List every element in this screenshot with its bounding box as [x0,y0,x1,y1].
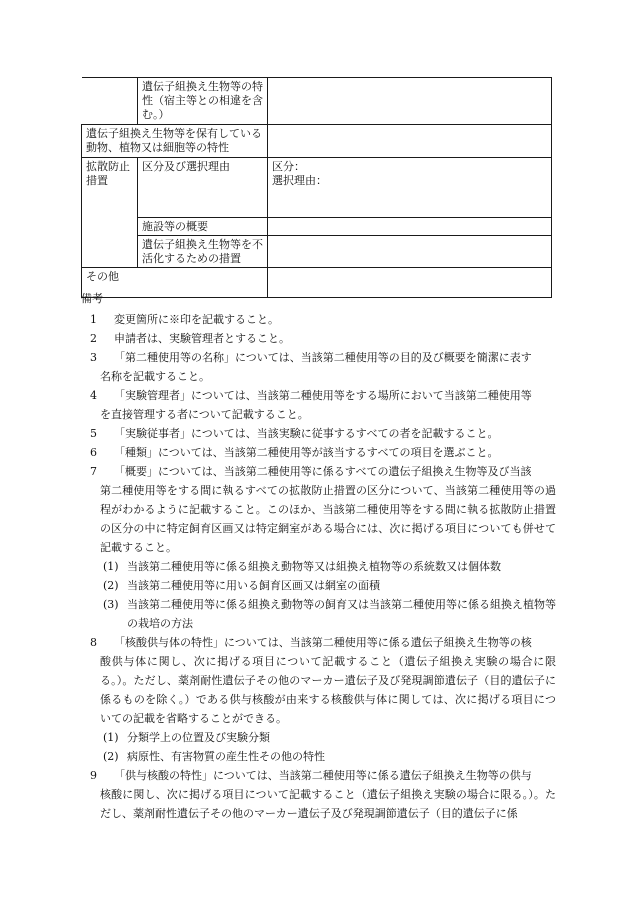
table-group-cell: 拡散防止措置 [82,158,138,268]
remark-item: 8 「核酸供与体の特性」については、当該第二種使用等に係る遺伝子組換え生物等の核 酸供与体に関し、次に掲げる項目について記載すること（遺伝子組換え実験の場合に限る。）。ただし、薬剤耐性遺伝子その他のマーカー遺伝子及び発現調節遺伝子（目的遺伝子に係るものを除く。）である供与核酸が由来する核酸供与体に関しては、次に掲げる項目についての記載を省略することができる。 [90,636,556,725]
remark-subitem: (1) 当該第二種使用等に係る組換え動物等又は組換え植物等の系統数又は個体数 [103,560,501,573]
remark-item: 4 「実験管理者」については、当該第二種使用等をする場所において当該第二種使用等 を直接管理する者について記載すること。 [90,389,532,421]
category-label: 区分： [272,160,305,173]
table-row [82,78,552,125]
remark-subitem: (2) 病原性、有害物質の産生性その他の特性 [103,750,325,763]
table-value-cell [268,236,552,268]
remark-item: 1 変更箇所に※印を記載すること。 [90,313,279,326]
table-row [82,218,552,236]
table-label-cell: 遺伝子組換え生物等を不活化するための措置 [138,236,268,268]
remark-item: 2 申請者は、実験管理者とすること。 [90,332,290,345]
table-label-cell: 遺伝子組換え生物等を保有している動物、植物又は細胞等の特性 [82,125,268,158]
application-form-table [81,77,552,298]
table-value-cell [268,218,552,236]
table-label-cell: 施設等の概要 [138,218,268,236]
table-label-cell: その他 [82,268,268,298]
remark-item: 9 「供与核酸の特性」については、当該第二種使用等に係る遺伝子組換え生物等の供与 核酸に関し、次に掲げる項目について記載すること（遺伝子組換え実験の場合に限る。）。ただし、薬剤耐性遺伝子その他のマーカー遺伝子及び発現調節遺伝子（目的遺伝子に係 [90,769,556,820]
remark-subitem: (3) 当該第二種使用等に係る組換え動物等の飼育又は当該第二種使用等に係る組換え植物等の栽培の方法 [103,598,556,630]
table-row [82,125,552,158]
table-value-cell [268,125,552,158]
remark-item: 6 「種類」については、当該第二種使用等が該当するすべての項目を選ぶこと。 [90,446,499,459]
remark-subitem: (1) 分類学上の位置及び実験分類 [103,731,270,744]
remark-item: 7 「概要」については、当該第二種使用等に係るすべての遺伝子組換え生物等及び当該 第二種使用等をする間に執るすべての拡散防止措置の区分について、当該第二種使用等の過程がわかるように記載すること。このほか、当該第二種使用等をする間に執る拡散防止措置の区分の中に特定飼育区画又は特定網室がある場合には、次に掲げる項目についても併せて記載すること。 [90,465,556,554]
table-value-cell [268,78,552,125]
remark-item: 5 「実験従事者」については、当該実験に従事するすべての者を記載すること。 [90,427,499,440]
remarks-title: 備考 [81,292,103,305]
remark-item: 3 「第二種使用等の名称」については、当該第二種使用等の目的及び概要を簡潔に表す 名称を記載すること。 [90,351,532,383]
table-row [82,158,552,218]
selection-reason-label: 選択理由： [272,174,327,187]
table-row [82,236,552,268]
table-label-cell: 区分及び選択理由 [138,158,268,218]
table-value-cell [268,158,552,218]
remarks-section [81,291,556,823]
table-cell-empty [82,78,138,125]
remark-subitem: (2) 当該第二種使用等に用いる飼育区画又は網室の面積 [103,579,380,592]
table-label-cell: 遺伝子組換え生物等の特性（宿主等との相違を含む。） [138,78,268,125]
